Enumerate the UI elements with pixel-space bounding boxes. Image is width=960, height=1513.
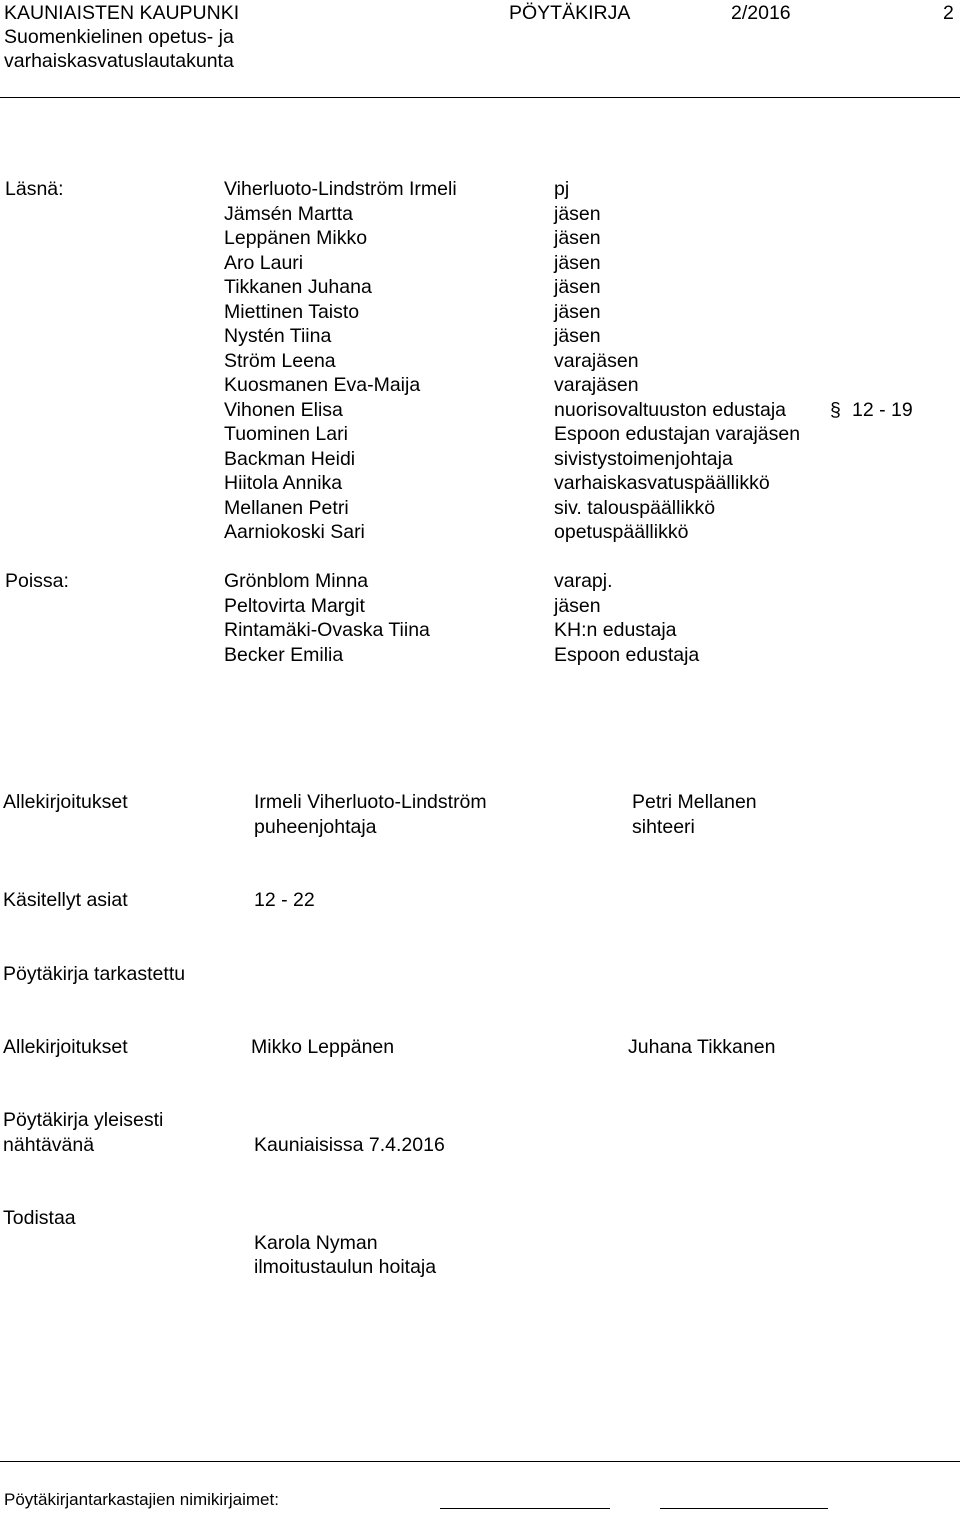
- public-value: Kauniaisissa 7.4.2016: [254, 1133, 445, 1156]
- public-label-line1: Pöytäkirja yleisesti: [3, 1109, 164, 1131]
- person-role: sivistystoimenjohtaja: [554, 447, 733, 470]
- certify-label: Todistaa: [3, 1207, 76, 1229]
- person-name: Becker Emilia: [224, 643, 344, 666]
- person-role: jäsen: [554, 202, 601, 225]
- person-name: Miettinen Taisto: [224, 300, 360, 323]
- person-role: jäsen: [554, 300, 601, 323]
- person-role: Espoon edustaja: [554, 643, 700, 666]
- signatures-label: Allekirjoitukset: [3, 791, 128, 813]
- certifier-name: Karola Nyman: [254, 1231, 378, 1254]
- signatures-label: Allekirjoitukset: [3, 1036, 128, 1058]
- secretary-title: sihteeri: [632, 815, 695, 838]
- initials-label: Pöytäkirjantarkastajien nimikirjaimet:: [4, 1490, 279, 1509]
- secretary-name: Petri Mellanen: [632, 791, 757, 813]
- person-name: Aro Lauri: [224, 251, 304, 274]
- present-row: [0, 496, 960, 521]
- present-row: [0, 251, 960, 276]
- person-name: Peltovirta Margit: [224, 594, 365, 617]
- chair-title: puheenjohtaja: [254, 815, 377, 838]
- absent-row: [0, 594, 960, 619]
- handled-label: Käsitellyt asiat: [3, 889, 128, 911]
- person-name: Viherluoto-Lindström Irmeli: [224, 178, 457, 200]
- present-row: [0, 373, 960, 398]
- present-row: [0, 202, 960, 227]
- person-name: Leppänen Mikko: [224, 227, 368, 249]
- person-role: Espoon edustajan varajäsen: [554, 423, 801, 445]
- attendance-sections: 12 - 19: [852, 398, 913, 421]
- person-role: KH:n edustaja: [554, 619, 677, 641]
- person-role: pj: [554, 178, 570, 200]
- person-role: varajäsen: [554, 374, 639, 396]
- present-row: [0, 398, 960, 423]
- header-divider: [0, 97, 960, 98]
- person-role: jäsen: [554, 251, 601, 274]
- present-row: [0, 471, 960, 496]
- present-row: [0, 300, 960, 325]
- org-name: KAUNIAISTEN KAUPUNKI: [4, 2, 240, 24]
- checker2-name: Juhana Tikkanen: [628, 1036, 776, 1058]
- present-row: [0, 422, 960, 447]
- present-row: [0, 177, 960, 202]
- absent-row: [0, 569, 960, 594]
- person-name: Jämsén Martta: [224, 202, 353, 225]
- present-row: [0, 275, 960, 300]
- present-row: [0, 324, 960, 349]
- attendance-note: [830, 398, 913, 423]
- committee-line2: varhaiskasvatuslautakunta: [4, 50, 234, 72]
- person-role: varapj.: [554, 570, 613, 592]
- certifier-title: ilmoitustaulun hoitaja: [254, 1256, 437, 1278]
- person-name: Kuosmanen Eva-Maija: [224, 374, 421, 396]
- public-label-line2: nähtävänä: [3, 1133, 95, 1156]
- handled-value: 12 - 22: [254, 889, 315, 911]
- person-role: varajäsen: [554, 349, 639, 372]
- committee-line1: Suomenkielinen opetus- ja: [4, 26, 234, 48]
- person-name: Grönblom Minna: [224, 570, 369, 592]
- present-row: [0, 520, 960, 545]
- absent-row: [0, 643, 960, 668]
- person-role: jäsen: [554, 325, 601, 347]
- present-row: [0, 226, 960, 251]
- minutes-checked-label: Pöytäkirja tarkastettu: [3, 963, 186, 985]
- section-sign-icon: §: [830, 398, 841, 421]
- person-name: Nystén Tiina: [224, 325, 332, 347]
- person-role: varhaiskasvatuspäällikkö: [554, 472, 770, 494]
- person-name: Tuominen Lari: [224, 423, 348, 445]
- initials-line-2: [660, 1508, 828, 1509]
- page-number: 2: [943, 2, 954, 24]
- person-role: siv. talouspäällikkö: [554, 496, 716, 519]
- person-name: Backman Heidi: [224, 447, 356, 470]
- present-row: [0, 349, 960, 374]
- person-role: nuorisovaltuuston edustaja: [554, 398, 786, 421]
- person-name: Aarniokoski Sari: [224, 521, 365, 543]
- person-name: Vihonen Elisa: [224, 398, 343, 421]
- footer-divider: [0, 1461, 960, 1462]
- doc-type: PÖYTÄKIRJA: [509, 2, 631, 24]
- person-name: Ström Leena: [224, 349, 336, 372]
- document-header: [0, 0, 960, 96]
- person-name: Rintamäki-Ovaska Tiina: [224, 619, 430, 641]
- present-label: Läsnä:: [5, 178, 64, 200]
- person-name: Mellanen Petri: [224, 496, 349, 519]
- initials-line-1: [440, 1508, 610, 1509]
- absent-row: [0, 618, 960, 643]
- doc-number: 2/2016: [731, 2, 791, 24]
- checker1-name: Mikko Leppänen: [251, 1036, 395, 1058]
- present-row: [0, 447, 960, 472]
- person-role: jäsen: [554, 227, 601, 249]
- chair-name: Irmeli Viherluoto-Lindström: [254, 791, 487, 813]
- person-role: jäsen: [554, 594, 601, 617]
- person-role: opetuspäällikkö: [554, 521, 689, 543]
- absent-label: Poissa:: [5, 570, 69, 592]
- person-name: Tikkanen Juhana: [224, 276, 372, 298]
- person-role: jäsen: [554, 276, 601, 298]
- person-name: Hiitola Annika: [224, 472, 343, 494]
